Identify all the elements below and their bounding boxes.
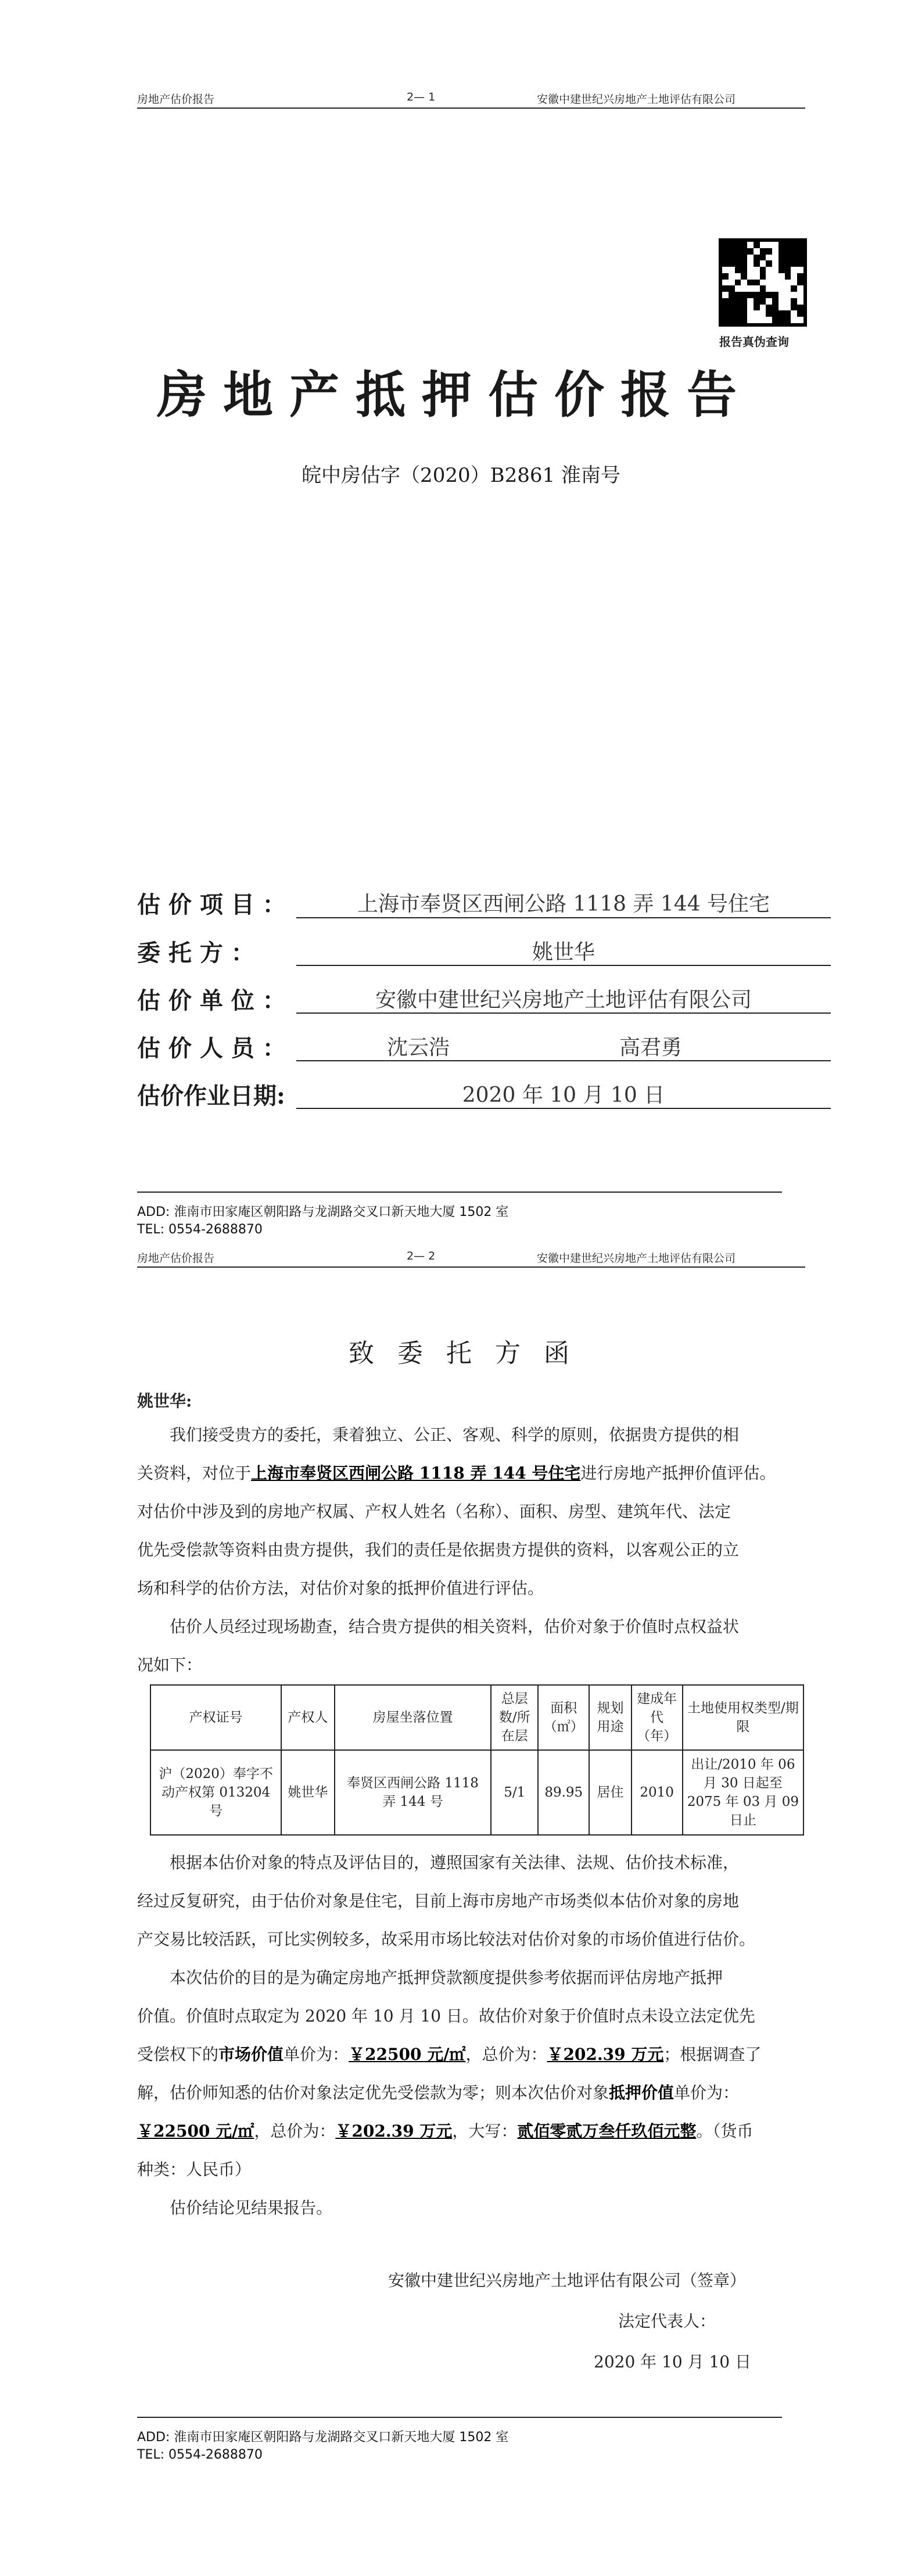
qr-module <box>729 285 735 292</box>
qr-module <box>791 305 797 311</box>
table-cell-area: 89.95 <box>538 1750 589 1835</box>
qr-module <box>729 273 735 280</box>
qr-module <box>766 317 772 323</box>
qr-module <box>772 242 779 248</box>
qr-module <box>735 317 741 323</box>
table-header-location: 房屋坐落位置 <box>335 1685 492 1750</box>
qr-module <box>760 260 766 267</box>
qr-module <box>785 242 791 248</box>
qr-module <box>729 292 735 298</box>
qr-module <box>779 317 785 323</box>
info-value-client: 姚世华 <box>532 940 595 964</box>
qr-module <box>772 305 779 311</box>
qr-module <box>766 298 772 305</box>
table-cell-floors: 5/1 <box>491 1750 538 1835</box>
qr-module <box>791 260 797 267</box>
qr-module <box>791 267 797 273</box>
qr-module <box>741 285 747 292</box>
info-underline-client <box>296 965 831 966</box>
mortgage-unit-price: ￥22500 元/㎡ <box>137 2121 254 2141</box>
para4-line1: 本次估价的目的是为确定房地产抵押贷款额度提供参考依据而评估房地产抵押 <box>170 1968 723 1987</box>
qr-module <box>747 248 754 255</box>
qr-module <box>735 305 741 311</box>
qr-module <box>797 273 803 280</box>
qr-module <box>741 255 747 261</box>
qr-module <box>729 267 735 273</box>
qr-module <box>797 255 803 261</box>
qr-module <box>797 267 803 273</box>
qr-module <box>741 292 747 298</box>
info-underline-appraisers <box>296 1060 831 1061</box>
para4-line5-b: ，总价为： <box>254 2121 336 2141</box>
para4-line4 <box>137 2074 739 2112</box>
qr-module <box>785 305 791 311</box>
qr-module <box>779 255 785 261</box>
qr-module <box>722 260 729 267</box>
page2-footer-rule <box>137 2417 782 2418</box>
qr-module <box>722 305 729 311</box>
page1-header-rule <box>137 108 805 109</box>
para4-line3-c: 单价为： <box>284 2045 349 2064</box>
qr-module <box>754 305 760 311</box>
para3-line1: 根据本估价对象的特点及评估目的，遵照国家有关法律、法规、估价技术标准， <box>170 1853 740 1872</box>
qr-module <box>747 273 754 280</box>
page2-header-left: 房地产估价报告 <box>137 1252 215 1265</box>
qr-module <box>747 305 754 311</box>
qr-module <box>797 310 803 317</box>
qr-module <box>766 242 772 248</box>
qr-module <box>741 242 747 248</box>
table-cell-owner: 姚世华 <box>281 1750 334 1835</box>
qr-module <box>791 248 797 255</box>
qr-module <box>791 310 797 317</box>
qr-module <box>791 317 797 323</box>
qr-module <box>785 285 791 292</box>
para1-line1: 我们接受贵方的委托，秉着独立、公正、客观、科学的原则，依据贵方提供的相 <box>170 1425 740 1444</box>
para1-line2 <box>137 1454 776 1493</box>
table-header-row <box>150 1685 803 1750</box>
report-title: 房地产抵押估价报告 <box>157 366 753 424</box>
table-header-land-right: 土地使用权类型/期限 <box>683 1685 803 1750</box>
qr-module <box>760 298 766 305</box>
property-rights-table <box>150 1684 804 1836</box>
para4-line3 <box>137 2035 761 2074</box>
qr-module <box>722 310 729 317</box>
qr-module <box>766 273 772 280</box>
qr-module <box>754 292 760 298</box>
qr-module <box>722 267 729 273</box>
table-cell-use: 居住 <box>589 1750 631 1835</box>
qr-module <box>754 310 760 317</box>
qr-module <box>760 305 766 311</box>
qr-module <box>722 317 729 323</box>
property-address: 上海市奉贤区西闸公路 1118 弄 144 号住宅 <box>251 1464 581 1483</box>
para4-line4-c: 单价为： <box>674 2083 740 2102</box>
qr-module <box>754 285 760 292</box>
para3-line2: 经过反复研究，由于估价对象是住宅，目前上海市房地产市场类似本估价对象的房地 <box>137 1891 740 1910</box>
qr-module <box>791 242 797 248</box>
qr-module <box>735 267 741 273</box>
qr-module <box>741 305 747 311</box>
qr-module <box>729 310 735 317</box>
qr-module <box>791 255 797 261</box>
qr-module <box>735 260 741 267</box>
qr-module <box>772 292 779 298</box>
info-label-date: 估价作业日期: <box>137 1082 285 1110</box>
qr-module <box>785 310 791 317</box>
qr-module <box>754 267 760 273</box>
qr-module <box>760 255 766 261</box>
table-header-owner: 产权人 <box>281 1685 334 1750</box>
qr-module <box>791 298 797 305</box>
qr-module <box>735 255 741 261</box>
qr-module <box>785 255 791 261</box>
qr-module <box>735 280 741 286</box>
qr-module <box>766 280 772 286</box>
qr-module <box>797 260 803 267</box>
table-cell-location: 奉贤区西闸公路 1118 弄 144 号 <box>335 1750 492 1835</box>
qr-module <box>735 248 741 255</box>
qr-module <box>741 298 747 305</box>
para2-line1: 估价人员经过现场勘查，结合贵方提供的相关资料，估价对象于价值时点权益状 <box>170 1617 740 1636</box>
qr-module <box>779 273 785 280</box>
info-value-company: 安徽中建世纪兴房地产土地评估有限公司 <box>375 988 752 1012</box>
page2-footer-address: ADD: 淮南市田家庵区朝阳路与龙湖路交叉口新天地大厦 1502 室 <box>137 2430 509 2445</box>
table-cell-land-right: 出让/2010 年 06 月 30 日起至 2075 年 03 月 09 日止 <box>683 1750 803 1835</box>
qr-module <box>766 248 772 255</box>
qr-module <box>797 248 803 255</box>
qr-module <box>747 317 754 323</box>
qr-module <box>785 260 791 267</box>
qr-module <box>722 255 729 261</box>
qr-module <box>797 292 803 298</box>
para1-line5: 场和科学的估价方法，对估价对象的抵押价值进行评估。 <box>137 1579 544 1598</box>
signature-company: 安徽中建世纪兴房地产土地评估有限公司（签章） <box>388 2271 747 2290</box>
qr-module <box>754 260 760 267</box>
qr-module <box>747 242 754 248</box>
qr-module <box>754 280 760 286</box>
market-total-price: ￥202.39 万元 <box>547 2045 664 2064</box>
para4-line6: 种类：人民币） <box>137 2160 252 2179</box>
qr-module <box>747 280 754 286</box>
qr-module <box>754 255 760 261</box>
qr-module <box>722 242 729 248</box>
qr-module <box>797 242 803 248</box>
para4-line5-f: 。（货币 <box>696 2121 754 2141</box>
qr-module <box>729 255 735 261</box>
qr-module <box>797 285 803 292</box>
page2-header-rule <box>137 1266 805 1268</box>
letter-title: 致委托方函 <box>349 1339 593 1368</box>
page1-footer-tel: TEL: 0554-2688870 <box>137 1222 263 1237</box>
signature-legal-rep: 法定代表人： <box>618 2312 716 2331</box>
para1-line2-c: 进行房地产抵押价值评估。 <box>580 1464 776 1483</box>
qr-module <box>735 298 741 305</box>
para1-line3: 对估价中涉及到的房地产权属、产权人姓名（名称）、面积、房型、建筑年代、法定 <box>137 1502 731 1521</box>
table-cell-cert: 沪（2020）奉字不动产权第 013204 号 <box>150 1750 281 1835</box>
info-label-project: 估 价 项 目 ： <box>137 891 286 918</box>
qr-module <box>735 285 741 292</box>
qr-module <box>772 317 779 323</box>
info-label-client: 委 托 方 ： <box>137 939 254 967</box>
page1-header-left: 房地产估价报告 <box>137 93 215 106</box>
salutation: 姚世华: <box>137 1391 192 1411</box>
qr-module <box>785 248 791 255</box>
info-label-appraisers: 估 价 人 员 ： <box>137 1035 286 1062</box>
qr-module <box>779 242 785 248</box>
para3-line3: 产交易比较活跃，可比实例较多，故采用市场比较法对估价对象的市场价值进行估价。 <box>137 1930 756 1949</box>
para5: 估价结论见结果报告。 <box>170 2198 333 2217</box>
para4-line3-e: ，总价为： <box>465 2045 547 2064</box>
qr-module <box>785 267 791 273</box>
qr-module <box>722 298 729 305</box>
qr-module <box>729 305 735 311</box>
qr-module <box>779 280 785 286</box>
qr-module <box>791 273 797 280</box>
info-underline-project <box>296 917 831 918</box>
qr-module <box>772 285 779 292</box>
qr-module <box>760 248 766 255</box>
info-underline-date <box>296 1108 831 1109</box>
qr-module <box>722 280 729 286</box>
info-label-company: 估 价 单 位 ： <box>137 987 286 1014</box>
qr-module <box>747 267 754 273</box>
qr-module <box>747 292 754 298</box>
signature-date: 2020 年 10 月 10 日 <box>594 2352 752 2371</box>
market-value-label: 市场价值 <box>218 2045 284 2064</box>
qr-module <box>766 255 772 261</box>
qr-module <box>754 317 760 323</box>
qr-module <box>772 273 779 280</box>
qr-module <box>741 317 747 323</box>
qr-module <box>779 292 785 298</box>
qr-code-pattern <box>722 242 803 323</box>
qr-module <box>779 248 785 255</box>
qr-module <box>785 317 791 323</box>
qr-module <box>760 273 766 280</box>
qr-module <box>772 260 779 267</box>
qr-module <box>797 305 803 311</box>
qr-module <box>741 273 747 280</box>
qr-module <box>779 285 785 292</box>
qr-module <box>729 242 735 248</box>
report-number: 皖中房估字（2020）B2861 淮南号 <box>302 464 620 487</box>
qr-module <box>785 280 791 286</box>
qr-module <box>772 310 779 317</box>
qr-module <box>760 267 766 273</box>
qr-module <box>779 305 785 311</box>
para1-line2-a: 关资料，对位于 <box>137 1464 252 1483</box>
para4-line3-g: ；根据调查了 <box>663 2045 762 2064</box>
qr-module <box>772 298 779 305</box>
qr-module <box>722 292 729 298</box>
info-value-appraiser-1: 沈云浩 <box>386 1036 450 1060</box>
qr-module <box>741 248 747 255</box>
mortgage-total-price: ￥202.39 万元 <box>335 2121 453 2141</box>
qr-module <box>729 317 735 323</box>
qr-module <box>735 292 741 298</box>
table-header-year: 建成年代（年） <box>632 1685 683 1750</box>
qr-module <box>779 298 785 305</box>
qr-module <box>766 267 772 273</box>
para4-line2: 价值。价值时点取定为 2020 年 10 月 10 日。故估价对象于价值时点未设立法定优先 <box>137 2006 755 2026</box>
qr-caption: 报告真伪查询 <box>719 335 789 349</box>
para2-line2: 况如下： <box>137 1655 203 1675</box>
page1-footer-address: ADD: 淮南市田家庵区朝阳路与龙湖路交叉口新天地大厦 1502 室 <box>137 1205 509 1219</box>
mortgage-value-label: 抵押价值 <box>609 2083 675 2102</box>
qr-module <box>722 248 729 255</box>
qr-module <box>760 280 766 286</box>
qr-module <box>729 298 735 305</box>
qr-module <box>791 292 797 298</box>
qr-module <box>785 273 791 280</box>
qr-module <box>779 260 785 267</box>
qr-module <box>760 310 766 317</box>
qr-module <box>797 317 803 323</box>
qr-module <box>754 273 760 280</box>
qr-module <box>760 317 766 323</box>
info-value-appraiser-2: 高君勇 <box>619 1036 682 1060</box>
page2-header-page: 2— 2 <box>407 1250 436 1262</box>
table-row <box>150 1750 803 1835</box>
qr-module <box>760 292 766 298</box>
qr-module <box>785 298 791 305</box>
qr-module <box>772 255 779 261</box>
page1-header-right: 安徽中建世纪兴房地产土地评估有限公司 <box>537 93 736 106</box>
info-underline-company <box>296 1012 831 1014</box>
qr-module <box>766 292 772 298</box>
qr-module <box>729 260 735 267</box>
info-value-date: 2020 年 10 月 10 日 <box>462 1083 665 1107</box>
qr-module <box>741 267 747 273</box>
qr-module <box>791 280 797 286</box>
qr-module <box>735 310 741 317</box>
info-value-project: 上海市奉贤区西闸公路 1118 弄 144 号住宅 <box>357 892 770 916</box>
qr-module <box>772 248 779 255</box>
qr-module <box>747 298 754 305</box>
qr-code[interactable] <box>719 238 807 327</box>
table-header-area: 面积（㎡） <box>538 1685 589 1750</box>
table-cell-year: 2010 <box>632 1750 683 1835</box>
qr-module <box>785 292 791 298</box>
qr-module <box>747 310 754 317</box>
page1-footer-rule <box>137 1192 782 1193</box>
qr-module <box>722 273 729 280</box>
qr-module <box>735 273 741 280</box>
qr-module <box>754 242 760 248</box>
qr-module <box>760 242 766 248</box>
qr-module <box>766 285 772 292</box>
mortgage-total-words: 贰佰零贰万叁仟玖佰元整 <box>517 2121 697 2141</box>
qr-module <box>722 285 729 292</box>
market-unit-price: ￥22500 元/㎡ <box>349 2045 466 2064</box>
qr-module <box>797 280 803 286</box>
qr-module <box>791 285 797 292</box>
qr-module <box>766 260 772 267</box>
qr-module <box>729 280 735 286</box>
qr-module <box>779 267 785 273</box>
qr-module <box>729 248 735 255</box>
para1-line4: 优先受偿款等资料由贵方提供，我们的责任是依据贵方提供的资料，以客观公正的立 <box>137 1540 740 1559</box>
table-header-cert: 产权证号 <box>150 1685 281 1750</box>
qr-module <box>766 305 772 311</box>
para4-line4-a: 解，估价师知悉的估价对象法定优先受偿款为零；则本次估价对象 <box>137 2083 609 2102</box>
qr-module <box>772 267 779 273</box>
table-header-use: 规划用途 <box>589 1685 631 1750</box>
para4-line5 <box>137 2112 753 2151</box>
qr-module <box>754 298 760 305</box>
qr-module <box>741 260 747 267</box>
page2-header-right: 安徽中建世纪兴房地产土地评估有限公司 <box>537 1252 736 1265</box>
qr-module <box>747 255 754 261</box>
qr-module <box>766 310 772 317</box>
page1-header-page: 2— 1 <box>407 91 436 103</box>
qr-module <box>747 260 754 267</box>
qr-module <box>747 285 754 292</box>
para4-line5-d: ，大写： <box>452 2121 518 2141</box>
table-header-floors: 总层数/所在层 <box>491 1685 538 1750</box>
para4-line3-a: 受偿权下的 <box>137 2045 219 2064</box>
qr-module <box>735 242 741 248</box>
qr-module <box>760 285 766 292</box>
qr-module <box>797 298 803 305</box>
qr-module <box>741 310 747 317</box>
qr-module <box>741 280 747 286</box>
qr-module <box>754 248 760 255</box>
qr-module <box>779 310 785 317</box>
qr-module <box>772 280 779 286</box>
page2-footer-tel: TEL: 0554-2688870 <box>137 2448 263 2462</box>
